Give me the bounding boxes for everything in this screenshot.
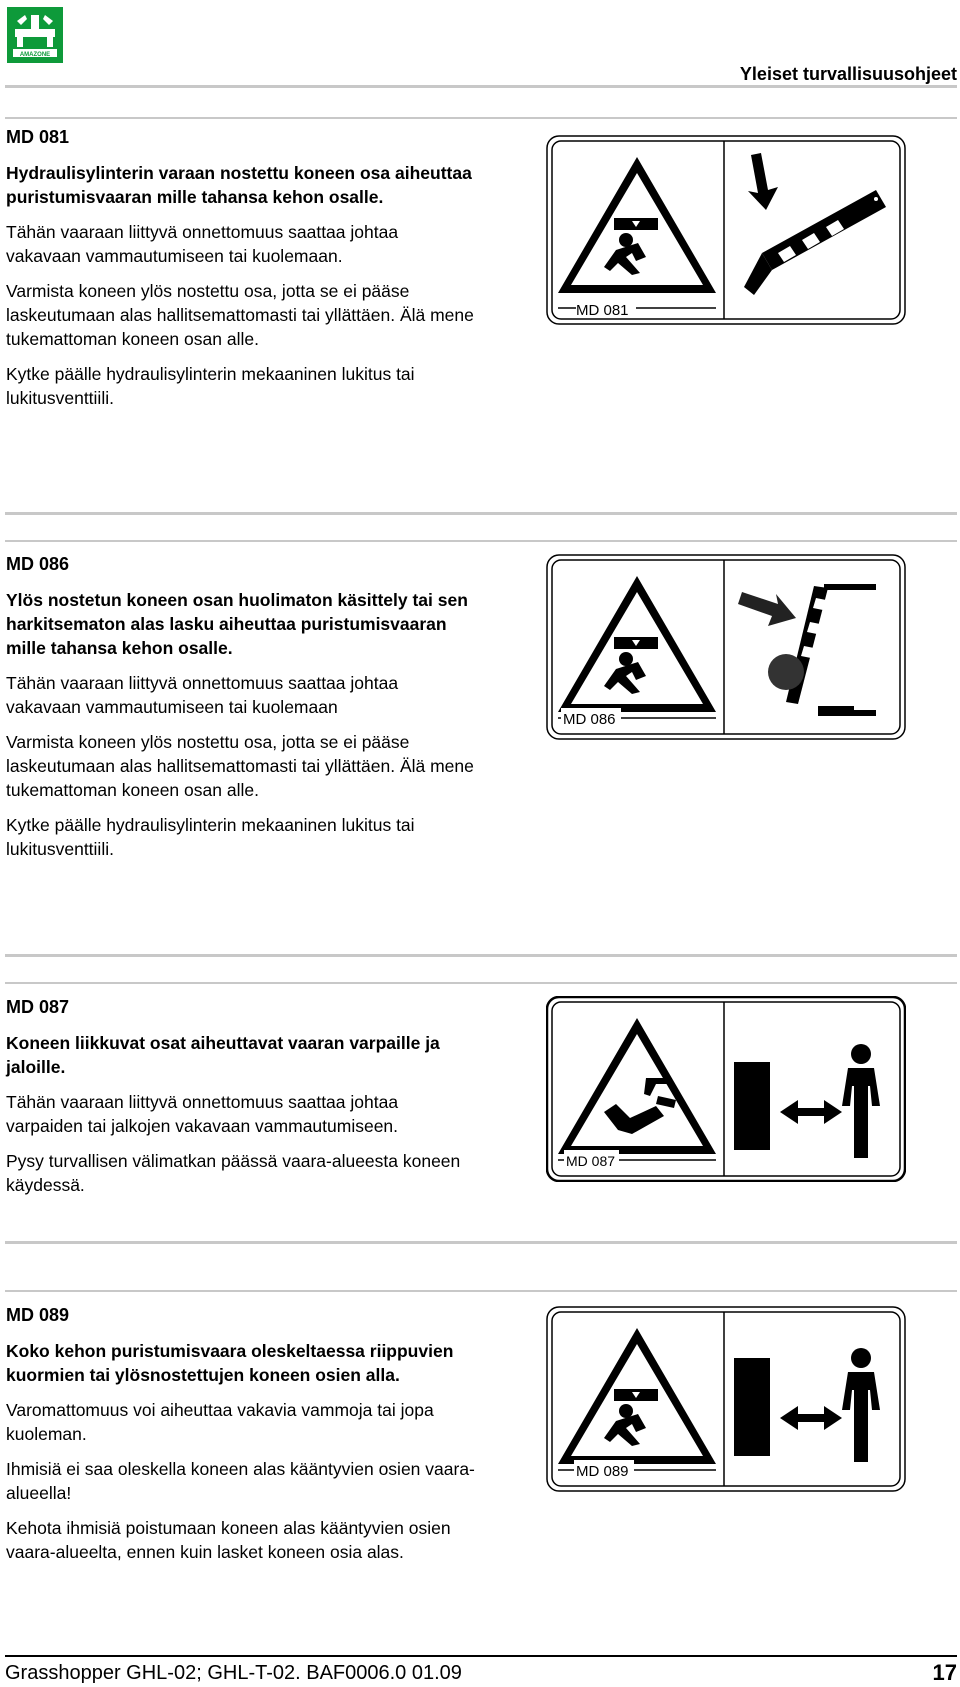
- section-paragraph: Tähän vaaraan liittyvä onnettomuus saattaa johtaa vakavaan vammautumiseen tai kuolemaan: [6, 673, 399, 717]
- section-paragraph: Varomattomuus voi aiheuttaa vakavia vammoja tai jopa kuoleman.: [6, 1400, 434, 1444]
- md-081-warning-sign: [546, 135, 906, 325]
- amazone-logo: [7, 7, 63, 63]
- section-md-081: [6, 127, 476, 421]
- section-code: MD 089: [6, 1305, 70, 1325]
- section-paragraph: Tähän vaaraan liittyvä onnettomuus saattaa johtaa varpaiden tai jalkojen vakavaan vammautumiseen.: [6, 1092, 399, 1136]
- sign-label: MD 089: [576, 1463, 629, 1480]
- sign-label: MD 081: [576, 302, 629, 319]
- page-number: 17: [932, 1660, 957, 1685]
- sign-label: MD 087: [566, 1153, 616, 1169]
- section-lead: Hydraulisylinterin varaan nostettu koneen osa aiheuttaa puristumisvaaran mille tahansa kehon osalle.: [6, 163, 472, 207]
- header-title: Yleiset turvallisuusohjeet: [739, 64, 957, 84]
- section-paragraph: Pysy turvallisen välimatkan päässä vaara-alueesta koneen käydessä.: [6, 1151, 461, 1195]
- section-code: MD 081: [6, 127, 70, 147]
- md-086-warning-sign: [546, 554, 906, 740]
- section-code: MD 086: [6, 554, 70, 574]
- section-divider: [5, 512, 957, 515]
- md-089-warning-sign: [546, 1306, 906, 1492]
- md-087-warning-sign: [546, 996, 906, 1182]
- section-paragraph: Varmista koneen ylös nostettu osa, jotta se ei pääse laskeutumaan alas hallitsemattomasti tai yllättäen. Älä mene tukemattoman koneen osan alle.: [6, 281, 474, 349]
- sign-label: MD 086: [563, 711, 616, 728]
- section-paragraph: Ihmisiä ei saa oleskella koneen alas kääntyvien osien vaara-alueella!: [6, 1459, 475, 1503]
- section-md-086: [6, 554, 476, 872]
- section-paragraph: Varmista koneen ylös nostettu osa, jotta se ei pääse laskeutumaan alas hallitsemattomasti tai yllättäen. Älä mene tukemattoman koneen osan alle.: [6, 732, 474, 800]
- section-divider: [5, 1241, 957, 1244]
- section-divider: [5, 117, 957, 119]
- section-md-089: [6, 1305, 476, 1575]
- section-paragraph: Kytke päälle hydraulisylinterin mekaaninen lukitus tai lukitusventtiili.: [6, 364, 415, 408]
- section-paragraph: Tähän vaaraan liittyvä onnettomuus saattaa johtaa vakavaan vammautumiseen tai kuolemaan.: [6, 222, 399, 266]
- svg-text:AMAZONE: AMAZONE: [19, 52, 51, 58]
- section-paragraph: Kytke päälle hydraulisylinterin mekaaninen lukitus tai lukitusventtiili.: [6, 815, 415, 859]
- section-divider: [5, 954, 957, 957]
- footer-document-id: Grasshopper GHL-02; GHL-T-02. BAF0006.0 01.09: [5, 1662, 462, 1684]
- section-md-087: [6, 997, 476, 1208]
- header-divider: [5, 85, 957, 88]
- section-lead: Ylös nostetun koneen osan huolimaton käsittely tai sen harkitsematon alas lasku aiheuttaa puristumisvaaran mille tahansa kehon osalle.: [6, 590, 468, 658]
- section-divider: [5, 982, 957, 984]
- section-divider: [5, 540, 957, 542]
- section-lead: Koko kehon puristumisvaara oleskeltaessa riippuvien kuormien tai ylösnostettujen koneen osien alla.: [6, 1341, 454, 1385]
- section-paragraph: Kehota ihmisiä poistumaan koneen alas kääntyvien osien vaara-alueelta, ennen kuin lasket koneen osia alas.: [6, 1518, 451, 1562]
- section-lead: Koneen liikkuvat osat aiheuttavat vaaran varpaille ja jaloille.: [6, 1033, 440, 1077]
- section-code: MD 087: [6, 997, 70, 1017]
- section-divider: [5, 1290, 957, 1292]
- footer-divider: [5, 1655, 957, 1657]
